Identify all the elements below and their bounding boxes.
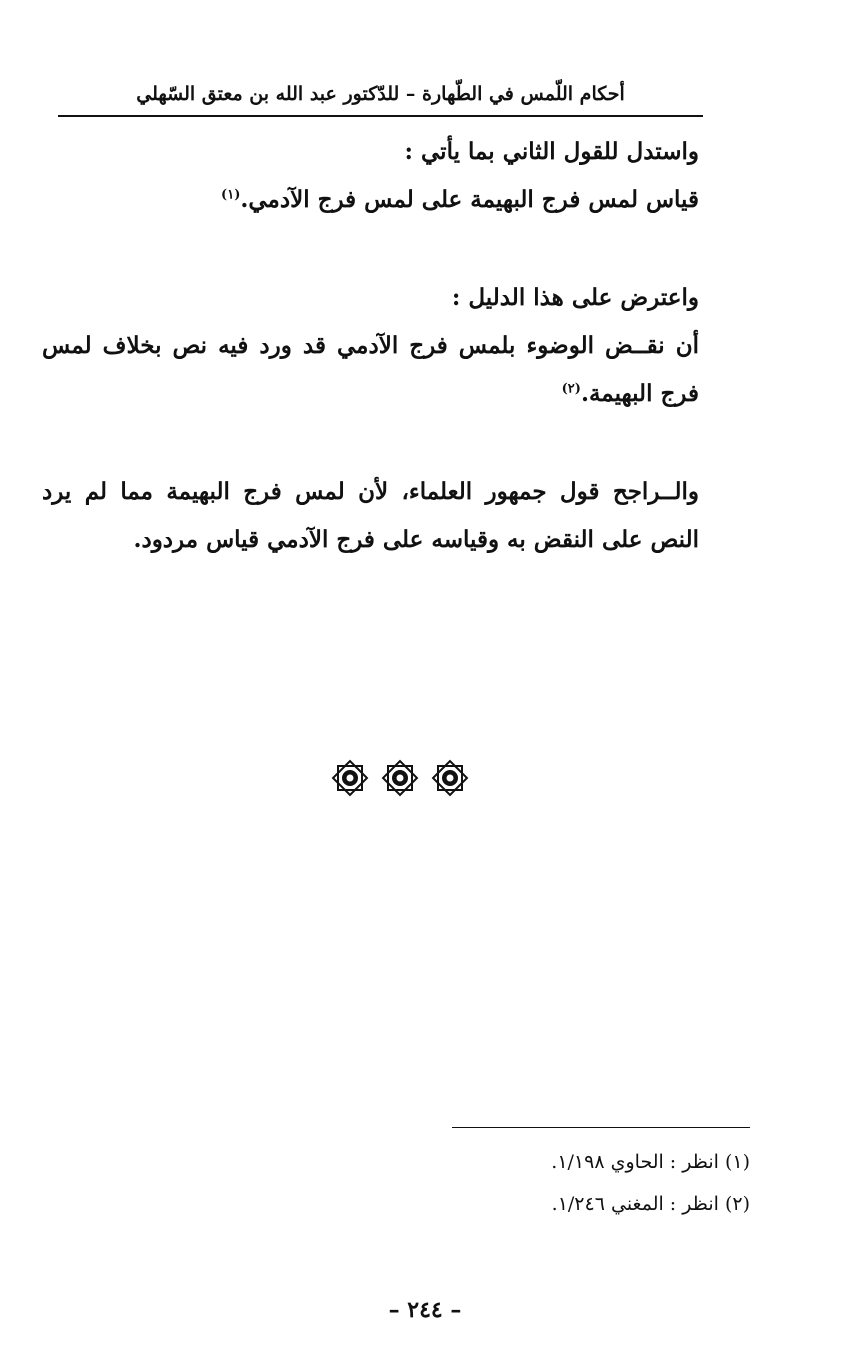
- paragraph-objection: [42, 274, 747, 418]
- footnote-2-text: انظر : المغني ١/٢٤٦.: [551, 1193, 719, 1215]
- section-ornament: [330, 758, 470, 798]
- preponderant-text: والــراجح قول جمهور العلماء، لأن لمس فرج البهيمة مما لم يرد النص على النقض به وقياسه على فرج الآدمي قياس مردود.: [42, 478, 699, 553]
- octagram-flower-icon: [430, 758, 470, 798]
- header-rule: [58, 115, 703, 117]
- objection-text: [42, 322, 747, 418]
- objection-body: أن نقــض الوضوء بلمس فرج الآدمي قد ورد فيه نص بخلاف لمس فرج البهيمة.: [42, 332, 699, 407]
- footnote-1: [350, 1148, 750, 1176]
- footnote-ref-1: (١): [221, 187, 241, 203]
- octagram-flower-icon: [330, 758, 370, 798]
- paragraph-evidence: [42, 128, 747, 224]
- footnote-2-number: (٢): [724, 1193, 750, 1215]
- running-header: أحكام اللّمس في الطّهارة – للدّكتور عبد الله بن معتق السّهلي: [136, 83, 625, 105]
- paragraph-preponderant: [42, 468, 747, 564]
- octagram-flower-icon: [380, 758, 420, 798]
- footnote-separator: [452, 1127, 750, 1128]
- evidence-intro: واستدل للقول الثاني بما يأتي :: [404, 138, 699, 165]
- footnote-1-number: (١): [724, 1151, 750, 1173]
- evidence-analogy-text: قياس لمس فرج البهيمة على لمس فرج الآدمي.: [240, 186, 699, 213]
- objection-intro: واعترض على هذا الدليل :: [451, 284, 699, 311]
- footnote-2: [350, 1190, 750, 1218]
- footnote-1-text: انظر : الحاوي ١/١٩٨.: [551, 1151, 719, 1173]
- footnote-ref-2: (٢): [561, 381, 581, 397]
- evidence-analogy: [42, 176, 747, 224]
- page-number: – ٢٤٤ –: [388, 1297, 462, 1323]
